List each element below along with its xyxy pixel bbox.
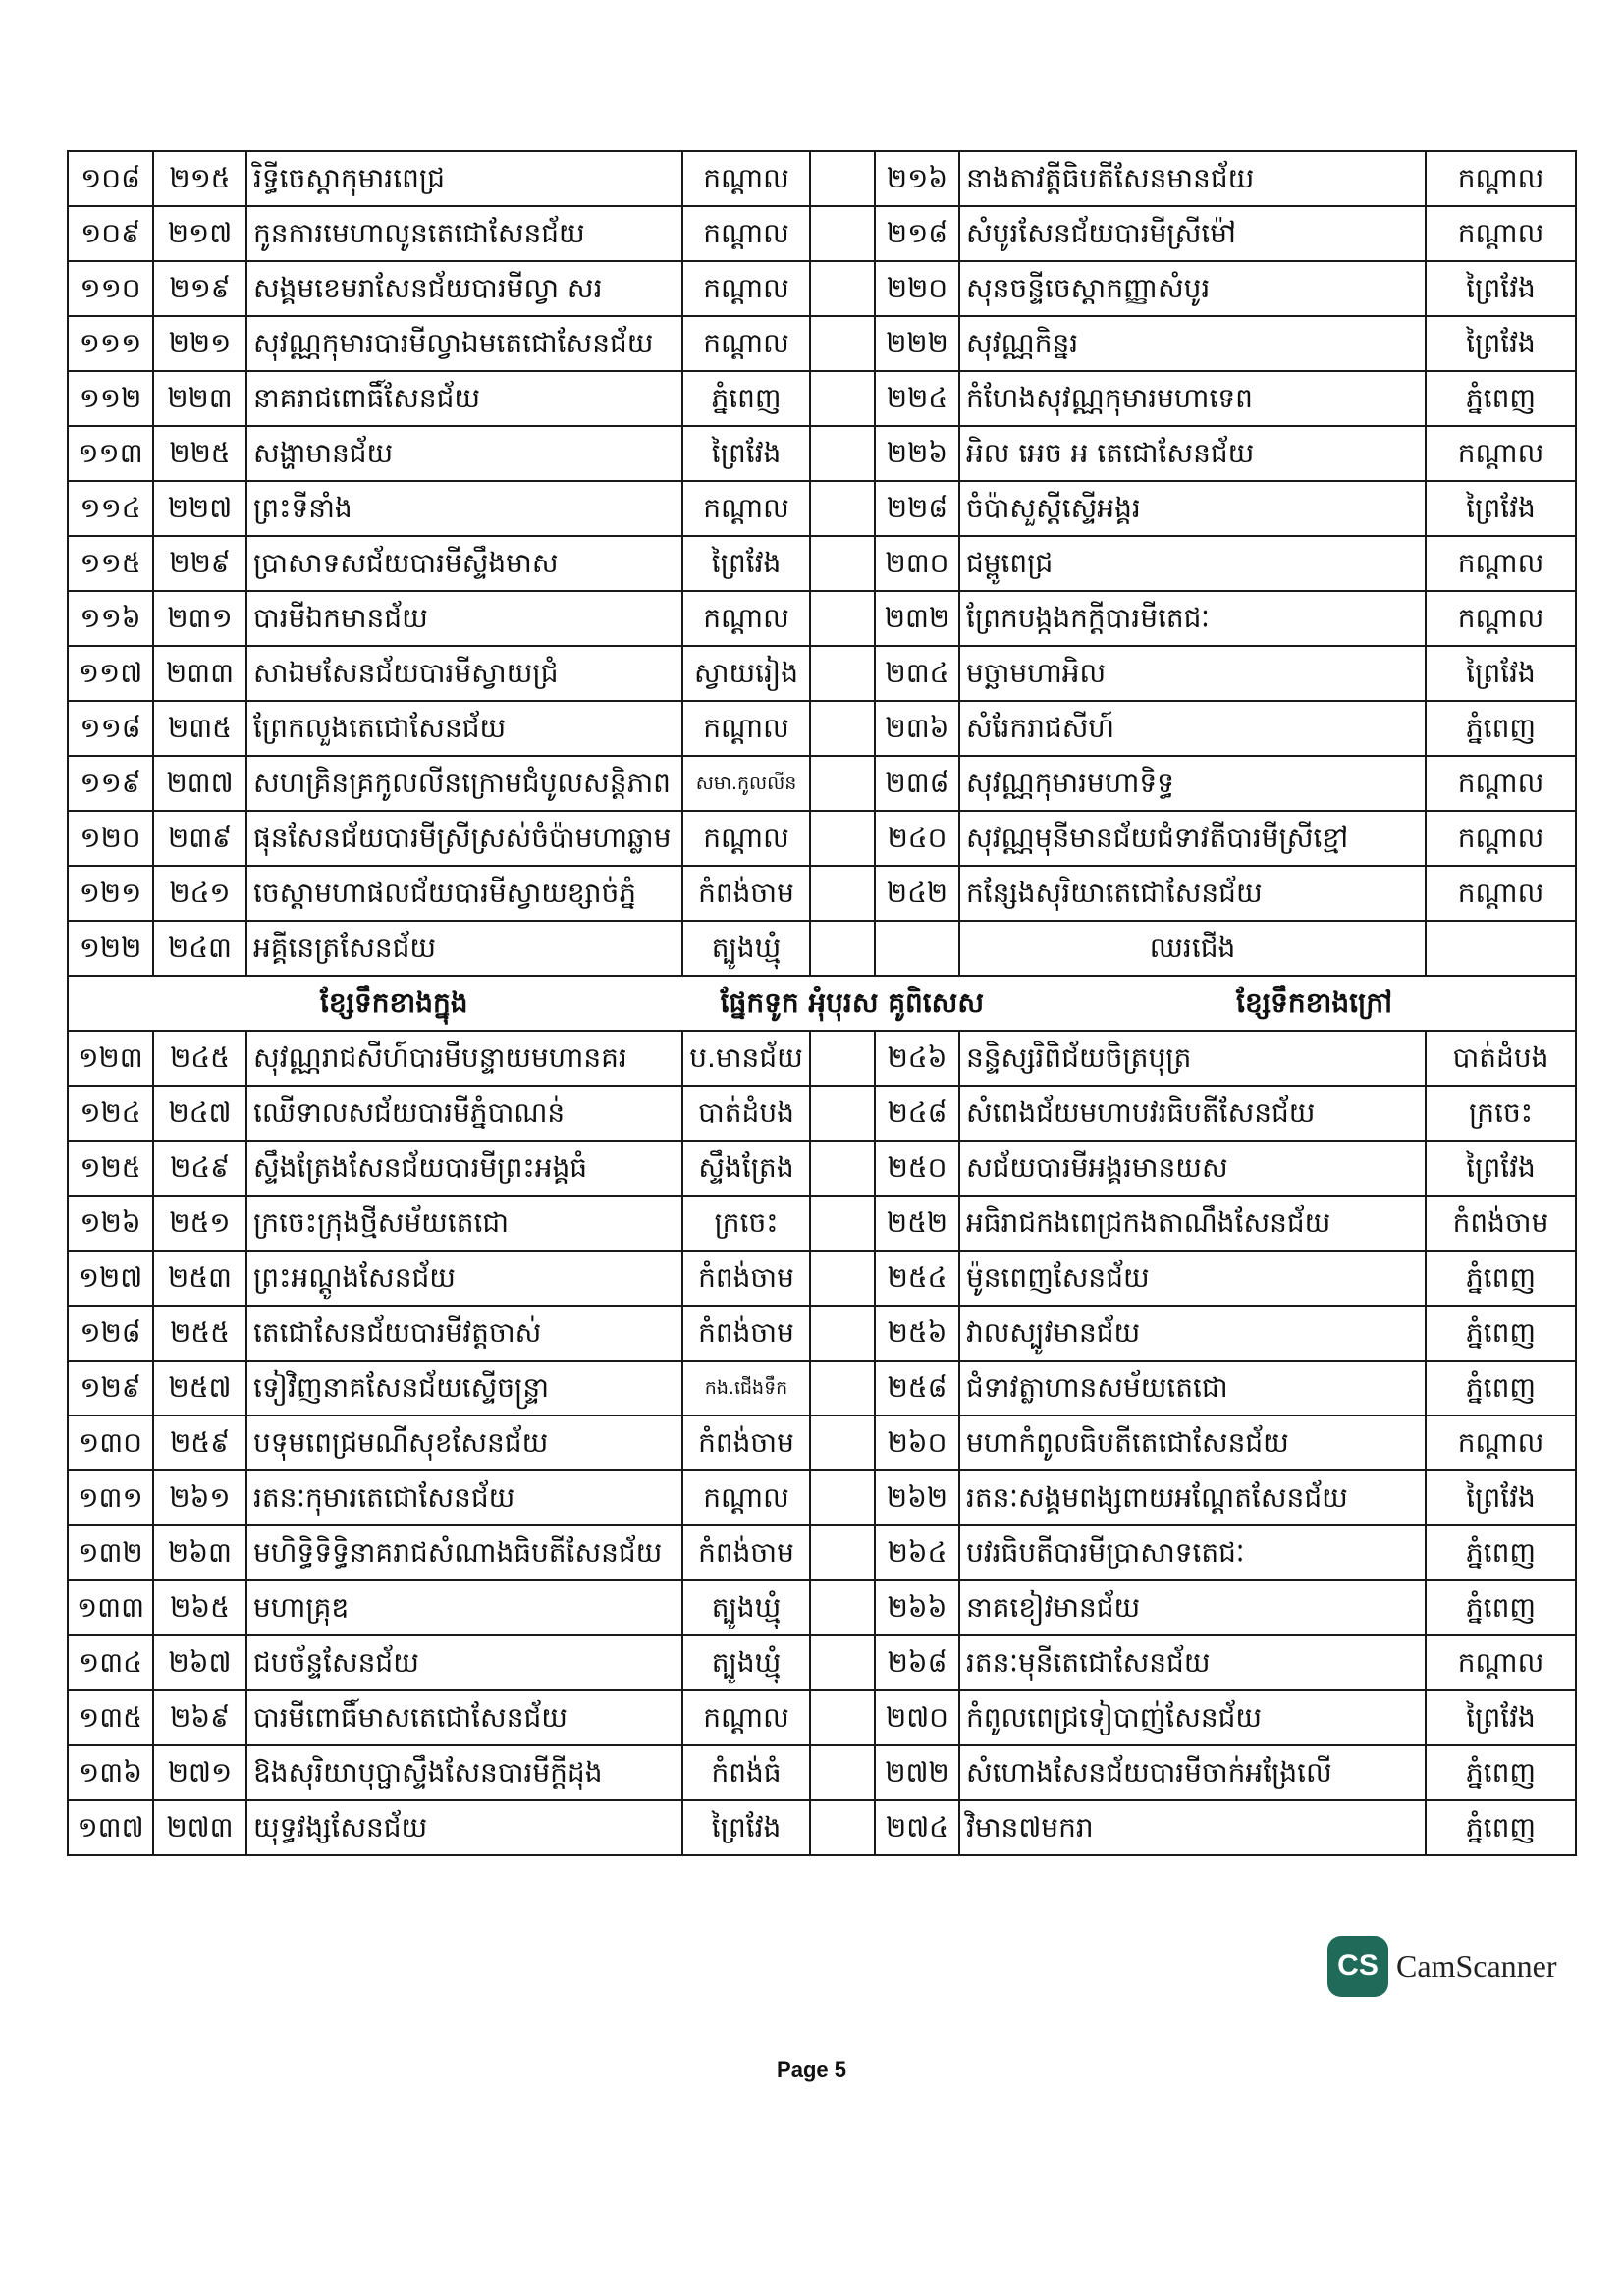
outer-boat-code: ២៦៨ (875, 1635, 959, 1690)
camscanner-watermark (1327, 1932, 1583, 2001)
inner-boat-code: ២៥៩ (153, 1415, 246, 1470)
inner-boat-province: ភ្នំពេញ (682, 371, 810, 426)
row-number: ១២៩ (68, 1361, 153, 1415)
table-row (68, 646, 1576, 701)
outer-boat-name: មហាកំពូលធិបតីតេជោសែនជ័យ (959, 1415, 1426, 1470)
row-number: ១១៩ (68, 756, 153, 811)
outer-boat-name: នន្ទិស្សរិពិជ័យចិត្របុត្រ (959, 1031, 1426, 1086)
outer-boat-code: ២៣៦ (875, 701, 959, 756)
inner-boat-province: បាត់ដំបង (682, 1086, 810, 1141)
row-number: ១៣៦ (68, 1745, 153, 1800)
inner-boat-code: ២២១ (153, 316, 246, 371)
inner-boat-name: ទៀវិញនាគសែនជ័យស្ទើចន្ទ្រា (246, 1361, 682, 1415)
inner-boat-province: កណ្តាល (682, 591, 810, 646)
blank-cell (810, 151, 875, 206)
blank-cell (810, 206, 875, 261)
outer-boat-code: ២៤០ (875, 811, 959, 866)
outer-boat-province: កណ្តាល (1426, 1415, 1576, 1470)
standby-label: ឈរជើង (959, 921, 1426, 976)
blank-cell (810, 536, 875, 591)
table-row (68, 921, 1576, 976)
outer-boat-province: ព្រៃវែង (1426, 1690, 1576, 1745)
inner-boat-name: សង្គមខេមរាសែនជ័យបារមីល្វា សរ (246, 261, 682, 316)
blank-cell (810, 1635, 875, 1690)
inner-boat-province: ស្ទឹងត្រែង (682, 1141, 810, 1196)
table-row (68, 1141, 1576, 1196)
outer-boat-code: ២៤៦ (875, 1031, 959, 1086)
outer-boat-province: កណ្តាល (1426, 536, 1576, 591)
outer-boat-code: ២៣២ (875, 591, 959, 646)
outer-boat-province: ភ្នំពេញ (1426, 1361, 1576, 1415)
row-number: ១១០ (68, 261, 153, 316)
inner-boat-code: ២៣៣ (153, 646, 246, 701)
row-number: ១១២ (68, 371, 153, 426)
blank-cell (810, 921, 875, 976)
inner-boat-province: កំពង់ចាម (682, 1415, 810, 1470)
inner-boat-code: ២៤១ (153, 866, 246, 921)
row-number: ១២៦ (68, 1196, 153, 1251)
outer-boat-province: កណ្តាល (1426, 206, 1576, 261)
inner-boat-name: ផុនសែនជ័យបារមីស្រីស្រស់ចំប៉ាមហាឆ្លាម (246, 811, 682, 866)
outer-boat-code: ២៦៦ (875, 1580, 959, 1635)
row-number: ១០៩ (68, 206, 153, 261)
outer-boat-province: ភ្នំពេញ (1426, 371, 1576, 426)
outer-boat-code: ២៥៤ (875, 1251, 959, 1306)
blank-cell (810, 866, 875, 921)
outer-boat-code: ២២៨ (875, 481, 959, 536)
outer-lane-heading: ខ្សែទឹកខាងក្រៅ (1236, 987, 1392, 1019)
table-row (68, 591, 1576, 646)
inner-boat-name: សុវណ្ណរាជសីហ៍បារមីបន្ទាយមហានគរ (246, 1031, 682, 1086)
table-row (68, 1031, 1576, 1086)
outer-boat-code: ២៣៤ (875, 646, 959, 701)
row-number: ១២៣ (68, 1031, 153, 1086)
outer-boat-name: កន្សែងសុរិយាតេជោសែនជ័យ (959, 866, 1426, 921)
inner-boat-code: ២២៣ (153, 371, 246, 426)
page-number: Page 5 (777, 2057, 846, 2082)
inner-boat-code: ២៥៥ (153, 1306, 246, 1361)
inner-boat-code: ២៦៣ (153, 1525, 246, 1580)
table-row (68, 1800, 1576, 1855)
outer-boat-province: កណ្តាល (1426, 151, 1576, 206)
inner-boat-name: មហាគ្រុឌ (246, 1580, 682, 1635)
outer-boat-province: ព្រៃវែង (1426, 1470, 1576, 1525)
inner-boat-name: ព្រែកលួងតេជោសែនជ័យ (246, 701, 682, 756)
blank-cell (810, 1086, 875, 1141)
outer-boat-name: ចំប៉ាសួស្តីស្ទើអង្គរ (959, 481, 1426, 536)
inner-boat-province: កណ្តាល (682, 206, 810, 261)
outer-boat-name: អធិរាជកងពេជ្រកងតាណឹងសែនជ័យ (959, 1196, 1426, 1251)
inner-boat-province: កណ្តាល (682, 316, 810, 371)
inner-boat-code: ២៣៥ (153, 701, 246, 756)
inner-boat-code: ២៦៩ (153, 1690, 246, 1745)
inner-boat-province: កង.ជើងទឹក (682, 1361, 810, 1415)
outer-boat-province: កណ្តាល (1426, 1635, 1576, 1690)
inner-boat-code: ២៣៩ (153, 811, 246, 866)
row-number: ១១៦ (68, 591, 153, 646)
outer-boat-name: ព្រែកបង្កងកក្តីបារមីតេជៈ (959, 591, 1426, 646)
table-row (68, 1525, 1576, 1580)
table-row (68, 316, 1576, 371)
outer-boat-code: ២២០ (875, 261, 959, 316)
blank-cell (810, 646, 875, 701)
table-row (68, 1251, 1576, 1306)
inner-boat-name: បារមីពោធិ៍មាសតេជោសែនជ័យ (246, 1690, 682, 1745)
inner-boat-province: កណ្តាល (682, 481, 810, 536)
inner-boat-province: ព្រៃវែង (682, 1800, 810, 1855)
outer-boat-code: ២៣៨ (875, 756, 959, 811)
row-number: ១២១ (68, 866, 153, 921)
table-row (68, 481, 1576, 536)
outer-boat-code: ២១៦ (875, 151, 959, 206)
row-number: ១១៤ (68, 481, 153, 536)
outer-boat-province: បាត់ដំបង (1426, 1031, 1576, 1086)
inner-boat-name: ស្ទឹងត្រែងសែនជ័យបារមីព្រះអង្គធំ (246, 1141, 682, 1196)
inner-boat-name: សង្ហាមានជ័យ (246, 426, 682, 481)
outer-boat-province: ភ្នំពេញ (1426, 1251, 1576, 1306)
outer-boat-name: ជំទាវត្លាហានសម័យតេជោ (959, 1361, 1426, 1415)
outer-boat-code: ២៧២ (875, 1745, 959, 1800)
outer-boat-name: កំហែងសុវណ្ណកុមារមហាទេព (959, 371, 1426, 426)
table-row (68, 536, 1576, 591)
table-body-bottom (68, 1031, 1576, 1855)
inner-boat-province: កណ្តាល (682, 261, 810, 316)
inner-boat-name: យុទ្ធវង្សសែនជ័យ (246, 1800, 682, 1855)
inner-boat-name: ក្រចេះក្រុងថ្មីសម័យតេជោ (246, 1196, 682, 1251)
table-row (68, 1470, 1576, 1525)
outer-boat-province: ភ្នំពេញ (1426, 1580, 1576, 1635)
inner-boat-name: បទុមពេជ្រមណីសុខសែនជ័យ (246, 1415, 682, 1470)
outer-boat-name: កំពូលពេជ្រទៀបាញ់សែនជ័យ (959, 1690, 1426, 1745)
outer-boat-province: កំពង់ចាម (1426, 1196, 1576, 1251)
inner-boat-name: ជបច័ន្ទសែនជ័យ (246, 1635, 682, 1690)
blank-cell (1426, 921, 1576, 976)
inner-lane-heading: ខ្សែទឹកខាងក្នុង (320, 987, 468, 1019)
inner-boat-code: ២៦៥ (153, 1580, 246, 1635)
inner-boat-code: ២៣១ (153, 591, 246, 646)
blank-cell (810, 1690, 875, 1745)
outer-boat-province: ភ្នំពេញ (1426, 1745, 1576, 1800)
row-number: ១៣០ (68, 1415, 153, 1470)
outer-boat-code: ២៥២ (875, 1196, 959, 1251)
table-row (68, 261, 1576, 316)
outer-boat-code: ២២៦ (875, 426, 959, 481)
inner-boat-code: ២៥៣ (153, 1251, 246, 1306)
inner-boat-province: ត្បូងឃ្មុំ (682, 921, 810, 976)
inner-boat-province: កណ្តាល (682, 811, 810, 866)
inner-boat-name: រិទ្ធីចេស្តាកុមារពេជ្រ (246, 151, 682, 206)
table-row (68, 1580, 1576, 1635)
outer-boat-province: កណ្តាល (1426, 811, 1576, 866)
outer-boat-name: សុនចន្ទីចេស្តាកញ្ញាសំបូរ (959, 261, 1426, 316)
inner-boat-code: ២៤៣ (153, 921, 246, 976)
inner-boat-name: តេជោសែនជ័យបារមីវត្តចាស់ (246, 1306, 682, 1361)
blank-cell (875, 921, 959, 976)
blank-cell (810, 1415, 875, 1470)
outer-boat-province: ភ្នំពេញ (1426, 701, 1576, 756)
outer-boat-name: នាងតាវត្តីធិបតីសែនមានជ័យ (959, 151, 1426, 206)
blank-cell (810, 1251, 875, 1306)
inner-boat-code: ២១៧ (153, 206, 246, 261)
blank-cell (810, 1196, 875, 1251)
table-row (68, 1306, 1576, 1361)
inner-boat-province: កណ្តាល (682, 701, 810, 756)
table-row (68, 701, 1576, 756)
outer-boat-code: ២៥៨ (875, 1361, 959, 1415)
inner-boat-name: ចេស្តាមហាផលជ័យបារមីស្វាយខ្សាច់ភ្នំ (246, 866, 682, 921)
inner-boat-name: សាឯមសែនជ័យបារមីស្វាយជ្រំ (246, 646, 682, 701)
inner-boat-name: រតនៈកុមារតេជោសែនជ័យ (246, 1470, 682, 1525)
inner-boat-name: បារមីឯកមានជ័យ (246, 591, 682, 646)
table-row (68, 756, 1576, 811)
inner-boat-name: ឱងសុរិយាបុប្ផាស្ទឹងសែនបារមីក្តីដុង (246, 1745, 682, 1800)
table-row (68, 1690, 1576, 1745)
inner-boat-code: ២១៥ (153, 151, 246, 206)
outer-boat-code: ២៧៤ (875, 1800, 959, 1855)
outer-boat-code: ២៥០ (875, 1141, 959, 1196)
inner-boat-code: ២៧១ (153, 1745, 246, 1800)
inner-boat-code: ២២៥ (153, 426, 246, 481)
inner-boat-code: ២៦៧ (153, 1635, 246, 1690)
inner-boat-province: ប.មានជ័យ (682, 1031, 810, 1086)
blank-cell (810, 811, 875, 866)
inner-boat-code: ២៤៥ (153, 1031, 246, 1086)
inner-boat-name: ព្រះអណ្តូងសែនជ័យ (246, 1251, 682, 1306)
outer-boat-name: រតនៈសង្គមពង្សពាយអណ្តែតសែនជ័យ (959, 1470, 1426, 1525)
row-number: ១២៤ (68, 1086, 153, 1141)
section-divider-row (68, 976, 1576, 1031)
outer-boat-name: មច្ឆាមហាអិល (959, 646, 1426, 701)
blank-cell (810, 1361, 875, 1415)
row-number: ១១៨ (68, 701, 153, 756)
table-row (68, 811, 1576, 866)
table-row (68, 1361, 1576, 1415)
blank-cell (810, 426, 875, 481)
boat-list-table-wrap (67, 150, 1575, 1856)
outer-boat-province: កណ្តាល (1426, 756, 1576, 811)
inner-boat-code: ២៥៧ (153, 1361, 246, 1415)
inner-boat-code: ២២៩ (153, 536, 246, 591)
row-number: ១២០ (68, 811, 153, 866)
outer-boat-name: នាគខៀវមានជ័យ (959, 1580, 1426, 1635)
row-number: ១៣១ (68, 1470, 153, 1525)
outer-boat-province: ក្រចេះ (1426, 1086, 1576, 1141)
row-number: ១១១ (68, 316, 153, 371)
inner-boat-code: ២១៩ (153, 261, 246, 316)
inner-boat-name: ប្រាសាទសជ័យបារមីស្ទឹងមាស (246, 536, 682, 591)
table-row (68, 371, 1576, 426)
inner-boat-code: ២៤៧ (153, 1086, 246, 1141)
table-row (68, 151, 1576, 206)
category-heading: ផ្នែកទូក អុំបុរស គូពិសេស (720, 987, 984, 1019)
inner-boat-name: អគ្គីនេត្រសែនជ័យ (246, 921, 682, 976)
outer-boat-name: សជ័យបារមីអង្គរមានយស (959, 1141, 1426, 1196)
outer-boat-name: សំពេងជ័យមហាបវរធិបតីសែនជ័យ (959, 1086, 1426, 1141)
outer-boat-province: ភ្នំពេញ (1426, 1306, 1576, 1361)
outer-boat-name: បវរធិបតីបារមីប្រាសាទតេជៈ (959, 1525, 1426, 1580)
outer-boat-name: សំហោងសែនជ័យបារមីចាក់អង្រែលើ (959, 1745, 1426, 1800)
outer-boat-province: ព្រៃវែង (1426, 1141, 1576, 1196)
table-row (68, 1635, 1576, 1690)
inner-boat-name: កូនការមេហាលូនតេជោសែនជ័យ (246, 206, 682, 261)
blank-cell (810, 316, 875, 371)
table-row (68, 866, 1576, 921)
row-number: ១១៣ (68, 426, 153, 481)
inner-boat-code: ២៥១ (153, 1196, 246, 1251)
inner-boat-province: ព្រៃវែង (682, 426, 810, 481)
blank-cell (810, 756, 875, 811)
row-number: ១៣៤ (68, 1635, 153, 1690)
inner-boat-province: កំពង់ធំ (682, 1745, 810, 1800)
inner-boat-name: សហគ្រិនគ្រកូលលីនក្រោមជំបូលសន្តិភាព (246, 756, 682, 811)
row-number: ១០៨ (68, 151, 153, 206)
blank-cell (810, 1745, 875, 1800)
outer-boat-province: ព្រៃវែង (1426, 316, 1576, 371)
row-number: ១១៧ (68, 646, 153, 701)
outer-boat-province: កណ្តាល (1426, 426, 1576, 481)
table-row (68, 206, 1576, 261)
row-number: ១២៥ (68, 1141, 153, 1196)
blank-cell (810, 1141, 875, 1196)
inner-boat-province: កណ្តាល (682, 151, 810, 206)
inner-boat-province: ត្បូងឃ្មុំ (682, 1580, 810, 1635)
blank-cell (810, 1031, 875, 1086)
inner-boat-name: នាគរាជពោធិ៍សែនជ័យ (246, 371, 682, 426)
outer-boat-province: ភ្នំពេញ (1426, 1800, 1576, 1855)
table-row (68, 1415, 1576, 1470)
blank-cell (810, 1306, 875, 1361)
row-number: ១២៨ (68, 1306, 153, 1361)
outer-boat-province: ភ្នំពេញ (1426, 1525, 1576, 1580)
inner-boat-province: ក្រចេះ (682, 1196, 810, 1251)
outer-boat-name: រតនៈមុនីតេជោសែនជ័យ (959, 1635, 1426, 1690)
row-number: ១២២ (68, 921, 153, 976)
blank-cell (810, 261, 875, 316)
outer-boat-code: ២៣០ (875, 536, 959, 591)
row-number: ១៣៧ (68, 1800, 153, 1855)
outer-boat-name: វាលស្បូវមានជ័យ (959, 1306, 1426, 1361)
inner-boat-province: ត្បូងឃ្មុំ (682, 1635, 810, 1690)
outer-boat-province: ព្រៃវែង (1426, 261, 1576, 316)
outer-boat-code: ២៦៤ (875, 1525, 959, 1580)
outer-boat-code: ២២២ (875, 316, 959, 371)
inner-boat-name: មហិទ្ធិទិទ្ធិនាគរាជសំណាងធិបតីសែនជ័យ (246, 1525, 682, 1580)
inner-boat-name: សុវណ្ណកុមារបារមីល្វាឯមតេជោសែនជ័យ (246, 316, 682, 371)
table-row (68, 426, 1576, 481)
inner-boat-code: ២៦១ (153, 1470, 246, 1525)
boat-list-table (67, 150, 1577, 1856)
outer-boat-name: សំបូរសែនជ័យបារមីស្រីម៉ៅ (959, 206, 1426, 261)
outer-boat-name: ជម្ពូពេជ្រ (959, 536, 1426, 591)
table-row (68, 1086, 1576, 1141)
section-divider (68, 976, 1576, 1031)
camscanner-text: CamScanner (1396, 1948, 1557, 1984)
blank-cell (810, 1470, 875, 1525)
blank-cell (810, 371, 875, 426)
outer-boat-code: ២២៤ (875, 371, 959, 426)
outer-boat-name: សុវណ្ណកិន្នរ (959, 316, 1426, 371)
row-number: ១៣៥ (68, 1690, 153, 1745)
camscanner-logo-icon: CS (1327, 1936, 1388, 1997)
outer-boat-name: អិល អេច អ តេជោសែនជ័យ (959, 426, 1426, 481)
inner-boat-province: កំពង់ចាម (682, 1525, 810, 1580)
outer-boat-province: កណ្តាល (1426, 591, 1576, 646)
outer-boat-code: ២១៨ (875, 206, 959, 261)
outer-boat-name: ម៉ូនពេញសែនជ័យ (959, 1251, 1426, 1306)
inner-boat-code: ២៧៣ (153, 1800, 246, 1855)
inner-boat-province: ស្វាយរៀង (682, 646, 810, 701)
inner-boat-name: ព្រះទីនាំង (246, 481, 682, 536)
table-row (68, 1745, 1576, 1800)
inner-boat-name: ឈើទាលសជ័យបារមីភ្នំបាណន់ (246, 1086, 682, 1141)
row-number: ១១៥ (68, 536, 153, 591)
blank-cell (810, 481, 875, 536)
outer-boat-name: សំរែករាជសីហ៍ (959, 701, 1426, 756)
outer-boat-code: ២៦០ (875, 1415, 959, 1470)
outer-boat-code: ២៤២ (875, 866, 959, 921)
outer-boat-code: ២៧០ (875, 1690, 959, 1745)
outer-boat-name: វិមាន៧មករា (959, 1800, 1426, 1855)
table-body-top (68, 151, 1576, 921)
table-body-mid (68, 921, 1576, 1031)
row-number: ១៣២ (68, 1525, 153, 1580)
outer-boat-name: សុវណ្ណកុមារមហាទិទ្ធ (959, 756, 1426, 811)
inner-boat-code: ២៣៧ (153, 756, 246, 811)
outer-boat-province: ព្រៃវែង (1426, 481, 1576, 536)
blank-cell (810, 1800, 875, 1855)
inner-boat-code: ២៤៩ (153, 1141, 246, 1196)
blank-cell (810, 1580, 875, 1635)
blank-cell (810, 1525, 875, 1580)
outer-boat-province: កណ្តាល (1426, 866, 1576, 921)
outer-boat-province: ព្រៃវែង (1426, 646, 1576, 701)
inner-boat-province: ព្រៃវែង (682, 536, 810, 591)
blank-cell (810, 591, 875, 646)
inner-boat-province: សមា.កូលលីន (682, 756, 810, 811)
inner-boat-province: កណ្តាល (682, 1690, 810, 1745)
inner-boat-province: កណ្តាល (682, 1470, 810, 1525)
table-row (68, 1196, 1576, 1251)
row-number: ១២៧ (68, 1251, 153, 1306)
blank-cell (810, 701, 875, 756)
row-number: ១៣៣ (68, 1580, 153, 1635)
inner-boat-province: កំពង់ចាម (682, 1306, 810, 1361)
outer-boat-code: ២៤៨ (875, 1086, 959, 1141)
inner-boat-code: ២២៧ (153, 481, 246, 536)
inner-boat-province: កំពង់ចាម (682, 1251, 810, 1306)
inner-boat-province: កំពង់ចាម (682, 866, 810, 921)
outer-boat-code: ២៦២ (875, 1470, 959, 1525)
outer-boat-code: ២៥៦ (875, 1306, 959, 1361)
outer-boat-name: សុវណ្ណមុនីមានជ័យជំទាវតីបារមីស្រីខ្មៅ (959, 811, 1426, 866)
